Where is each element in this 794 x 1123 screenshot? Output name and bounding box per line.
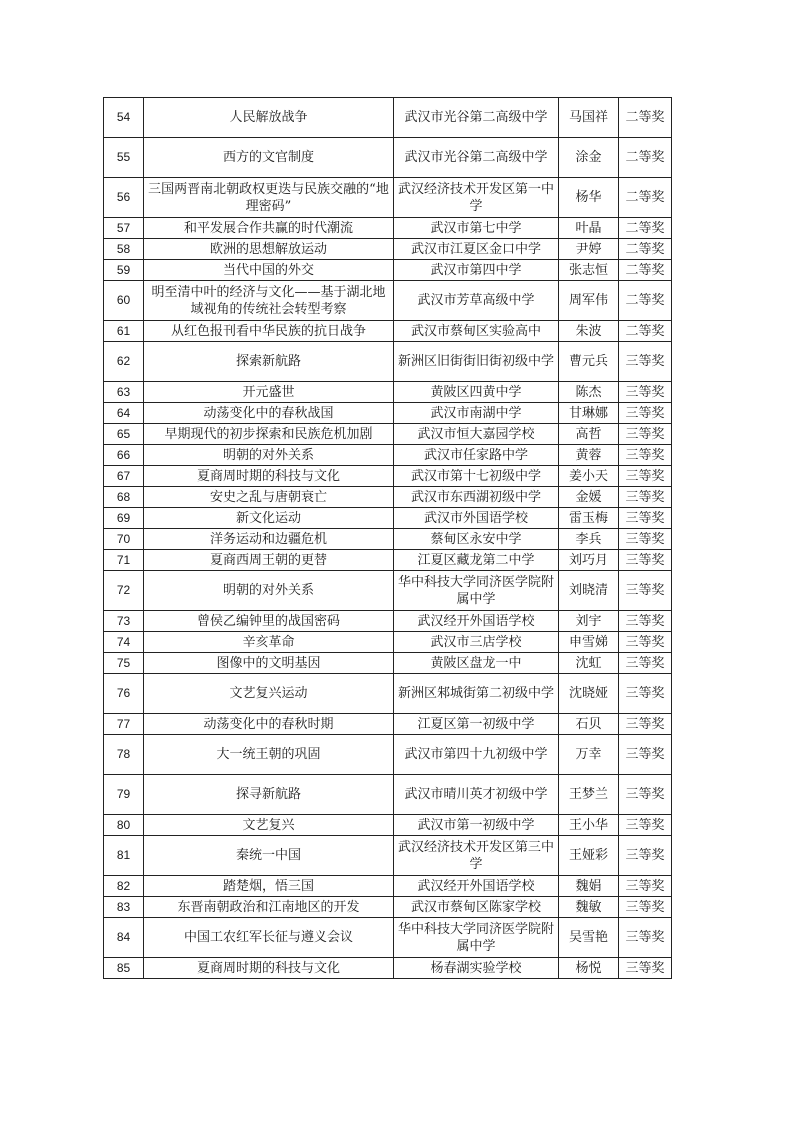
award-level: 二等奖 (619, 239, 672, 260)
lesson-title: 图像中的文明基因 (144, 653, 394, 674)
table-row (104, 260, 672, 281)
lesson-title: 探寻新航路 (144, 775, 394, 815)
school-name: 武汉市光谷第二高级中学 (394, 98, 559, 138)
table-row (104, 403, 672, 424)
teacher-name: 陈杰 (559, 382, 619, 403)
teacher-name: 刘晓清 (559, 571, 619, 611)
table-row (104, 508, 672, 529)
lesson-title: 文艺复兴 (144, 815, 394, 836)
lesson-title: 开元盛世 (144, 382, 394, 403)
award-level: 三等奖 (619, 571, 672, 611)
teacher-name: 朱波 (559, 321, 619, 342)
school-name: 武汉市任家路中学 (394, 445, 559, 466)
row-number: 75 (104, 653, 144, 674)
school-name: 武汉市外国语学校 (394, 508, 559, 529)
award-level: 三等奖 (619, 897, 672, 918)
row-number: 69 (104, 508, 144, 529)
lesson-title: 大一统王朝的巩固 (144, 735, 394, 775)
school-name: 黄陂区盘龙一中 (394, 653, 559, 674)
teacher-name: 吴雪艳 (559, 918, 619, 958)
table-row (104, 815, 672, 836)
school-name: 江夏区第一初级中学 (394, 714, 559, 735)
row-number: 63 (104, 382, 144, 403)
row-number: 74 (104, 632, 144, 653)
teacher-name: 魏敏 (559, 897, 619, 918)
table-row (104, 653, 672, 674)
row-number: 78 (104, 735, 144, 775)
table-row (104, 445, 672, 466)
award-level: 三等奖 (619, 550, 672, 571)
school-name: 武汉市芳草高级中学 (394, 281, 559, 321)
school-name: 武汉经开外国语学校 (394, 611, 559, 632)
award-level: 二等奖 (619, 218, 672, 239)
teacher-name: 王娅彩 (559, 836, 619, 876)
teacher-name: 沈晓娅 (559, 674, 619, 714)
lesson-title: 夏商周时期的科技与文化 (144, 466, 394, 487)
table-row (104, 897, 672, 918)
row-number: 72 (104, 571, 144, 611)
school-name: 武汉市第四中学 (394, 260, 559, 281)
award-level: 三等奖 (619, 487, 672, 508)
school-name: 华中科技大学同济医学院附属中学 (394, 571, 559, 611)
lesson-title: 动荡变化中的春秋时期 (144, 714, 394, 735)
table-row (104, 98, 672, 138)
lesson-title: 文艺复兴运动 (144, 674, 394, 714)
table-row (104, 321, 672, 342)
table-row (104, 281, 672, 321)
teacher-name: 魏娟 (559, 876, 619, 897)
teacher-name: 石贝 (559, 714, 619, 735)
school-name: 武汉市蔡甸区实验高中 (394, 321, 559, 342)
teacher-name: 沈虹 (559, 653, 619, 674)
table-row (104, 775, 672, 815)
award-level: 三等奖 (619, 735, 672, 775)
award-level: 二等奖 (619, 138, 672, 178)
row-number: 85 (104, 958, 144, 979)
row-number: 70 (104, 529, 144, 550)
award-table (103, 97, 672, 979)
award-level: 三等奖 (619, 918, 672, 958)
school-name: 武汉市第七中学 (394, 218, 559, 239)
teacher-name: 黄蓉 (559, 445, 619, 466)
award-level: 三等奖 (619, 775, 672, 815)
row-number: 83 (104, 897, 144, 918)
award-level: 三等奖 (619, 876, 672, 897)
school-name: 武汉经开外国语学校 (394, 876, 559, 897)
row-number: 71 (104, 550, 144, 571)
school-name: 武汉市第十七初级中学 (394, 466, 559, 487)
school-name: 武汉市东西湖初级中学 (394, 487, 559, 508)
lesson-title: 夏商周时期的科技与文化 (144, 958, 394, 979)
lesson-title: 从红色报刊看中华民族的抗日战争 (144, 321, 394, 342)
award-level: 三等奖 (619, 958, 672, 979)
lesson-title: 夏商西周王朝的更替 (144, 550, 394, 571)
table-row (104, 529, 672, 550)
teacher-name: 杨悦 (559, 958, 619, 979)
row-number: 66 (104, 445, 144, 466)
teacher-name: 叶晶 (559, 218, 619, 239)
row-number: 61 (104, 321, 144, 342)
table-row (104, 550, 672, 571)
award-level: 三等奖 (619, 674, 672, 714)
teacher-name: 曹元兵 (559, 342, 619, 382)
teacher-name: 刘巧月 (559, 550, 619, 571)
teacher-name: 姜小天 (559, 466, 619, 487)
table-row (104, 876, 672, 897)
lesson-title: 辛亥革命 (144, 632, 394, 653)
award-level: 三等奖 (619, 403, 672, 424)
table-row (104, 466, 672, 487)
table-row (104, 958, 672, 979)
teacher-name: 涂金 (559, 138, 619, 178)
row-number: 76 (104, 674, 144, 714)
teacher-name: 张志恒 (559, 260, 619, 281)
row-number: 80 (104, 815, 144, 836)
lesson-title: 东晋南朝政治和江南地区的开发 (144, 897, 394, 918)
award-level: 三等奖 (619, 611, 672, 632)
lesson-title: 动荡变化中的春秋战国 (144, 403, 394, 424)
award-level: 三等奖 (619, 815, 672, 836)
school-name: 武汉市恒大嘉园学校 (394, 424, 559, 445)
school-name: 武汉市蔡甸区陈家学校 (394, 897, 559, 918)
award-level: 三等奖 (619, 445, 672, 466)
row-number: 64 (104, 403, 144, 424)
lesson-title: 中国工农红军长征与遵义会议 (144, 918, 394, 958)
lesson-title: 安史之乱与唐朝衰亡 (144, 487, 394, 508)
lesson-title: 早期现代的初步探索和民族危机加剧 (144, 424, 394, 445)
lesson-title: 明至清中叶的经济与文化——基于湖北地域视角的传统社会转型考察 (144, 281, 394, 321)
table-row (104, 714, 672, 735)
row-number: 67 (104, 466, 144, 487)
row-number: 56 (104, 178, 144, 218)
award-level: 二等奖 (619, 178, 672, 218)
award-level: 三等奖 (619, 632, 672, 653)
row-number: 60 (104, 281, 144, 321)
school-name: 武汉市第四十九初级中学 (394, 735, 559, 775)
table-row (104, 382, 672, 403)
teacher-name: 万幸 (559, 735, 619, 775)
award-level: 三等奖 (619, 529, 672, 550)
award-level: 三等奖 (619, 466, 672, 487)
award-level: 二等奖 (619, 260, 672, 281)
award-level: 三等奖 (619, 653, 672, 674)
lesson-title: 新文化运动 (144, 508, 394, 529)
school-name: 武汉经济技术开发区第一中学 (394, 178, 559, 218)
award-level: 二等奖 (619, 281, 672, 321)
table-row (104, 674, 672, 714)
school-name: 杨春湖实验学校 (394, 958, 559, 979)
teacher-name: 王小华 (559, 815, 619, 836)
row-number: 59 (104, 260, 144, 281)
row-number: 58 (104, 239, 144, 260)
row-number: 62 (104, 342, 144, 382)
row-number: 84 (104, 918, 144, 958)
school-name: 黄陂区四黄中学 (394, 382, 559, 403)
school-name: 江夏区藏龙第二中学 (394, 550, 559, 571)
table-row (104, 138, 672, 178)
row-number: 77 (104, 714, 144, 735)
lesson-title: 明朝的对外关系 (144, 571, 394, 611)
teacher-name: 金媛 (559, 487, 619, 508)
award-level: 三等奖 (619, 342, 672, 382)
school-name: 武汉市江夏区金口中学 (394, 239, 559, 260)
lesson-title: 探索新航路 (144, 342, 394, 382)
row-number: 73 (104, 611, 144, 632)
table-row (104, 342, 672, 382)
table-row (104, 611, 672, 632)
table-row (104, 218, 672, 239)
school-name: 武汉市第一初级中学 (394, 815, 559, 836)
table-row (104, 571, 672, 611)
teacher-name: 杨华 (559, 178, 619, 218)
row-number: 54 (104, 98, 144, 138)
table-row (104, 239, 672, 260)
award-level: 三等奖 (619, 382, 672, 403)
row-number: 65 (104, 424, 144, 445)
lesson-title: 三国两晋南北朝政权更迭与民族交融的“地理密码” (144, 178, 394, 218)
teacher-name: 周军伟 (559, 281, 619, 321)
teacher-name: 甘琳娜 (559, 403, 619, 424)
lesson-title: 当代中国的外交 (144, 260, 394, 281)
award-level: 三等奖 (619, 714, 672, 735)
lesson-title: 西方的文官制度 (144, 138, 394, 178)
teacher-name: 李兵 (559, 529, 619, 550)
teacher-name: 马国祥 (559, 98, 619, 138)
school-name: 新洲区旧街街旧街初级中学 (394, 342, 559, 382)
table-row (104, 178, 672, 218)
row-number: 79 (104, 775, 144, 815)
award-table-body (104, 98, 672, 979)
row-number: 57 (104, 218, 144, 239)
row-number: 81 (104, 836, 144, 876)
lesson-title: 洋务运动和边疆危机 (144, 529, 394, 550)
teacher-name: 刘宇 (559, 611, 619, 632)
table-row (104, 836, 672, 876)
lesson-title: 人民解放战争 (144, 98, 394, 138)
award-level: 三等奖 (619, 424, 672, 445)
award-level: 二等奖 (619, 321, 672, 342)
award-level: 三等奖 (619, 508, 672, 529)
school-name: 武汉市南湖中学 (394, 403, 559, 424)
school-name: 新洲区邾城街第二初级中学 (394, 674, 559, 714)
row-number: 82 (104, 876, 144, 897)
award-level: 三等奖 (619, 836, 672, 876)
school-name: 武汉市三店学校 (394, 632, 559, 653)
lesson-title: 秦统一中国 (144, 836, 394, 876)
teacher-name: 高哲 (559, 424, 619, 445)
row-number: 55 (104, 138, 144, 178)
table-row (104, 632, 672, 653)
school-name: 武汉市光谷第二高级中学 (394, 138, 559, 178)
lesson-title: 明朝的对外关系 (144, 445, 394, 466)
table-row (104, 918, 672, 958)
teacher-name: 雷玉梅 (559, 508, 619, 529)
lesson-title: 欧洲的思想解放运动 (144, 239, 394, 260)
teacher-name: 王梦兰 (559, 775, 619, 815)
school-name: 武汉市晴川英才初级中学 (394, 775, 559, 815)
award-level: 二等奖 (619, 98, 672, 138)
lesson-title: 曾侯乙编钟里的战国密码 (144, 611, 394, 632)
school-name: 华中科技大学同济医学院附属中学 (394, 918, 559, 958)
row-number: 68 (104, 487, 144, 508)
school-name: 武汉经济技术开发区第三中学 (394, 836, 559, 876)
teacher-name: 尹婷 (559, 239, 619, 260)
table-row (104, 424, 672, 445)
lesson-title: 踏楚烟，悟三国 (144, 876, 394, 897)
table-row (104, 735, 672, 775)
teacher-name: 申雪娣 (559, 632, 619, 653)
lesson-title: 和平发展合作共赢的时代潮流 (144, 218, 394, 239)
table-row (104, 487, 672, 508)
school-name: 蔡甸区永安中学 (394, 529, 559, 550)
